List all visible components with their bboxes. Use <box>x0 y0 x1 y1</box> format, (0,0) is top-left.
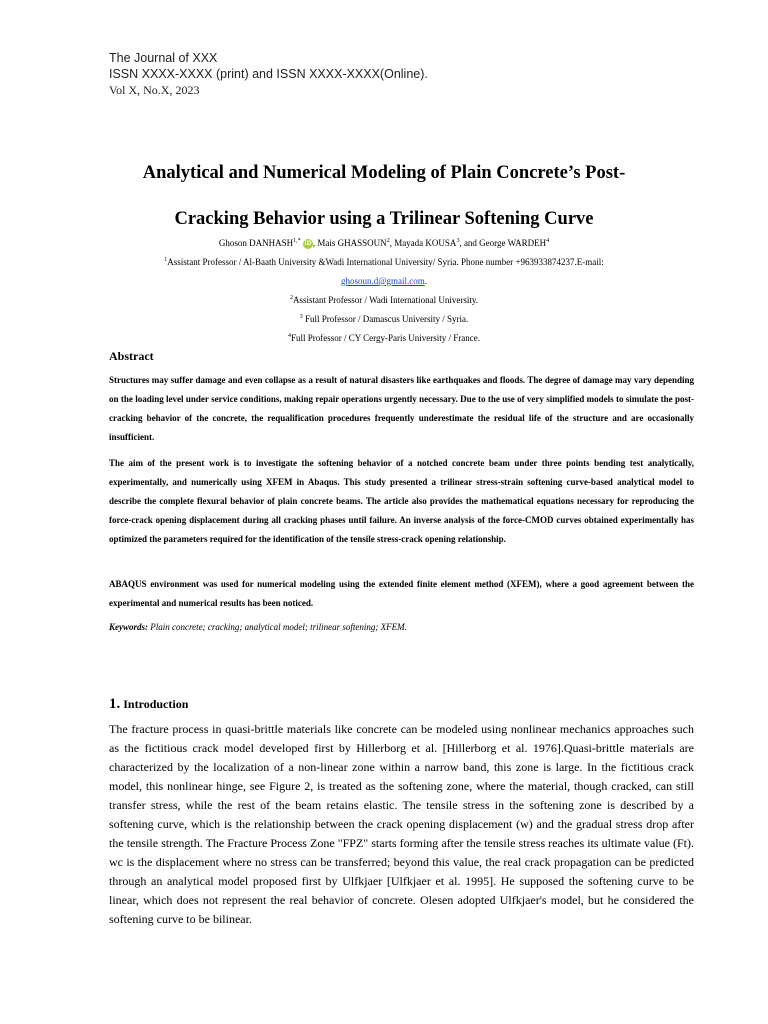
author-1-sup: 1,* <box>293 238 301 244</box>
affiliation-1-sup: 1 <box>164 257 168 263</box>
paper-title <box>90 150 678 242</box>
email-tail: . <box>424 276 428 286</box>
affiliation-3-sup: 3 <box>299 314 303 320</box>
journal-name: The Journal of XXX <box>109 51 218 65</box>
author-4: , and George WARDEH <box>459 238 547 248</box>
affiliation-1-text: Assistant Professor / Al-Baath University &Wadi International University/ Syria. Phone number +963933874237.E-mail: <box>167 257 604 267</box>
author-2: , Mais GHASSOUN <box>312 238 387 248</box>
author-2-sup: 2 <box>386 238 390 244</box>
affiliation-3 <box>100 313 668 325</box>
abstract-p2-text: The aim of the present work is to investigate the softening behavior of a notched concrete beam under three points bending test analytically, experimentally, and numerically using XFEM in Abaqus. This study presented a trilinear stress-strain softening curve-based analytical model to describe the complete flexural behavior of plain concrete beams. The article also provides the mathematical equations necessary for reproducing the force-crack opening displacement during all cracking phases until failure. An inverse analysis of the force-CMOD curves obtained experimentally has optimized the parameters required for the identification of the tensile stress-crack opening relationship. <box>109 458 694 544</box>
introduction-text: The fracture process in quasi-brittle materials like concrete can be modeled using nonlinear mechanics approaches such as the fictitious crack model developed first by Hillerborg et al. [Hillerborg et al. 1976].Quasi-brittle materials are characterized by the localization of a non-linear zone within a narrow band, this zone is large. In the fictitious crack model, this nonlinear hinge, see Figure 2, is treated as the softening zone, where the material, though cracked, can still transfer stress, while the rest of the beam retains elastic. The tensile stress in the softening zone is described by a softening curve, which is the relationship between the crack opening displacement (w) and the gradual stress drop after the tensile strength. The Fracture Process Zone "FPZ" starts forming after the tensile stress reaches its ultimate value (Ft). wc is the displacement where no stress can be transferred; beyond this value, the real crack propagation can be predicted through an analytical model proposed first by Ulfkjaer [Ulfkjaer et al. 1995]. He supposed the softening curve to be linear, which does not represent the real behavior of concrete. Olesen adopted Ulfkjaer's model, but he considered the softening curve to be bilinear. <box>109 722 694 926</box>
journal-issn: ISSN XXXX-XXXX (print) and ISSN XXXX-XXXX(Online). <box>109 67 428 81</box>
abstract-p3-text: ABAQUS environment was used for numerical modeling using the extended finite element method (XFEM), where a good agreement between the experimental and numerical results has been noticed. <box>109 579 694 608</box>
introduction-heading <box>109 696 188 713</box>
affiliation-2-text: Assistant Professor / Wadi International University. <box>293 295 478 305</box>
author-list <box>100 237 668 249</box>
affiliation-email-line <box>100 275 668 287</box>
affiliation-4-text: Full Professor / CY Cergy-Paris University / France. <box>291 333 480 343</box>
author-3-sup: 3 <box>456 238 460 244</box>
author-4-sup: 4 <box>546 238 550 244</box>
abstract-heading: Abstract <box>109 349 154 363</box>
orcid-icon[interactable]: iD <box>304 239 312 247</box>
affiliation-1 <box>100 256 668 268</box>
abstract-paragraph-1 <box>109 371 694 447</box>
affiliation-2 <box>100 294 668 306</box>
affiliation-3-text: Full Professor / Damascus University / Syria. <box>302 314 469 324</box>
affiliation-4-sup: 4 <box>288 333 291 339</box>
abstract-paragraph-2 <box>109 454 694 549</box>
affiliation-2-sup: 2 <box>290 295 293 301</box>
journal-header <box>109 50 428 98</box>
author-3: , Mayada KOUSA <box>389 238 457 248</box>
section-number: 1. <box>109 696 121 712</box>
abstract-p1-text: Structures may suffer damage and even collapse as a result of natural disasters like earthquakes and floods. The degree of damage may vary depending on the loading level under service conditions, making repair operations urgently necessary. Due to the use of very simplified models to simulate the post-cracking behavior of the concrete, the requalification procedures frequently underestimate the residual life of the structure and are occasionally insufficient. <box>109 375 694 442</box>
abstract-paragraph-3 <box>109 575 694 613</box>
title-line-2: Cracking Behavior using a Trilinear Softening Curve <box>174 209 594 229</box>
author-1: Ghoson DANHASH <box>218 238 294 248</box>
title-line-1: Analytical and Numerical Modeling of Plain Concrete’s Post- <box>142 163 626 183</box>
keywords <box>109 622 407 632</box>
section-title: Introduction <box>120 697 189 711</box>
keywords-text: Plain concrete; cracking; analytical model; trilinear softening; XFEM. <box>148 622 407 632</box>
email-link[interactable]: ghosoun.d@gmail.com <box>340 276 425 286</box>
affiliation-4 <box>100 332 668 344</box>
keywords-label: Keywords: <box>109 622 148 632</box>
journal-volume: Vol X, No.X, 2023 <box>109 83 200 97</box>
